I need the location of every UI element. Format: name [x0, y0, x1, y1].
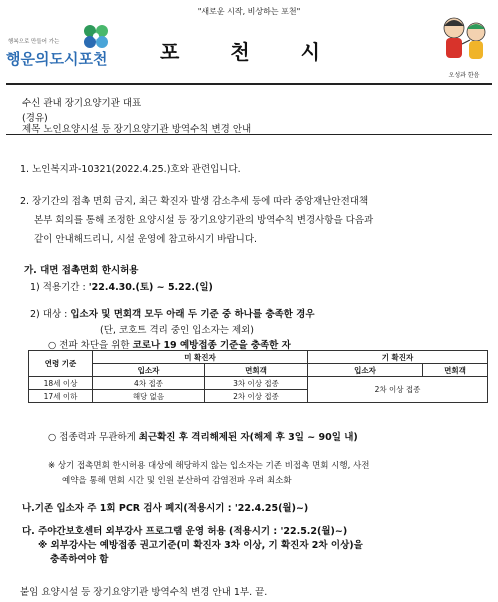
subject-line: 제목 노인요양시설 등 장기요양기관 방역수칙 변경 안내	[22, 124, 252, 135]
section-da-heading: 다. 주야간보호센터 외부강사 프로그램 운영 허용 (적용시기 : '22.5.2(월)~)	[22, 526, 348, 537]
unconfirmed-visitor-header: 면회객	[205, 364, 308, 377]
apply-period-value: '22.4.30.(토) ~ 5.22.(일)	[88, 282, 213, 293]
da-note-line-2: 충족하여야 함	[50, 554, 109, 565]
city-title: 포 천 시	[160, 40, 342, 64]
criterion-2	[48, 429, 358, 443]
unconfirmed-resident-header: 입소자	[93, 364, 205, 377]
row-unconfirmed-resident: 해당 없음	[93, 390, 205, 403]
target-note: (단, 코호트 격리 중인 입소자는 제외)	[100, 325, 255, 336]
mascot	[434, 14, 494, 84]
note-1-line-1: ※ 상기 접촉면회 한시허용 대상에 해당하지 않는 입소자는 기존 비접촉 면회 시행, 사전	[48, 461, 370, 471]
paragraph-2-line-3: 같이 안내해드리니, 시설 운영에 참고하시기 바랍니다.	[34, 234, 258, 245]
paragraph-1: 1. 노인복지과-10321(2022.4.25.)호와 관련입니다.	[20, 164, 241, 175]
target-line	[30, 306, 315, 320]
group-unconfirmed-header: 미 확진자	[93, 351, 308, 364]
note-1-line-2: 예약을 통해 면회 시간 및 인원 분산하여 감염전파 우려 최소화	[62, 476, 292, 486]
da-note-line-1: ※ 외부강사는 예방접종 권고기준(미 확진자 3차 이상, 기 확진자 2차 이상)을	[38, 540, 363, 551]
criterion-2-bold: 최근확진 후 격리해제된 자(해제 후 3일 ~ 90일 내)	[138, 432, 358, 443]
confirmed-visitor-header: 면회객	[423, 364, 488, 377]
city-logo	[6, 20, 146, 80]
recipient-line: 수신 관내 장기요양기관 대표	[22, 98, 142, 109]
slogan: "새로운 시작, 비상하는 포천"	[197, 7, 301, 16]
col-age-header: 연령 기준	[29, 351, 93, 377]
table-row	[29, 377, 488, 390]
section-na-heading: 나.기존 입소자 주 1회 PCR 검사 폐지(적용시기 : '22.4.25(월)~)	[22, 503, 309, 514]
target-value: 입소자 및 면회객 모두 아래 두 기준 중 하나를 충족한 경우	[70, 309, 315, 320]
subject-rule	[6, 134, 492, 135]
criterion-1-prefix: ○ 전파 차단을 위한	[48, 340, 133, 351]
via-line: (경유)	[22, 113, 48, 124]
criterion-1-bold: 코로나 19 예방접종 기준을 충족한 자	[132, 340, 291, 351]
logo-name: 행운의도시포천	[6, 50, 108, 68]
row-unconfirmed-visitor: 3차 이상 접종	[205, 377, 308, 390]
confirmed-merged-cell: 2차 이상 접종	[308, 377, 488, 403]
apply-period-label: 1) 적용기간 :	[30, 282, 89, 293]
apply-period	[30, 279, 213, 293]
row-unconfirmed-resident: 4차 접종	[93, 377, 205, 390]
confirmed-resident-header: 입소자	[308, 364, 423, 377]
attachment-line: 붙임 요양시설 등 장기요양기관 방역수칙 변경 안내 1부. 끝.	[20, 587, 268, 598]
mascot-caption: 오성과 한음	[448, 72, 480, 79]
mascot-icon	[434, 14, 494, 70]
criterion-1	[48, 337, 291, 351]
header-rule	[6, 83, 492, 85]
criterion-2-prefix: ○ 접종력과 무관하게	[48, 432, 139, 443]
section-ga-heading: 가. 대면 접촉면회 한시허용	[24, 265, 139, 276]
row-age: 17세 이하	[29, 390, 93, 403]
row-age: 18세 이상	[29, 377, 93, 390]
target-label: 2) 대상 :	[30, 309, 71, 320]
vaccination-table	[28, 350, 488, 403]
paragraph-2-line-2: 본부 회의를 통해 조정한 요양시설 등 장기요양기관의 방역수칙 변경사항을 다음과	[34, 215, 374, 226]
paragraph-2-line-1: 2. 장기간의 접촉 면회 금지, 최근 확진자 발생 감소추세 등에 따라 중앙재난안전대책	[20, 196, 369, 207]
group-confirmed-header: 기 확진자	[308, 351, 488, 364]
row-unconfirmed-visitor: 2차 이상 접종	[205, 390, 308, 403]
logo-tagline: 행복으로 만들어 가는	[8, 39, 60, 45]
